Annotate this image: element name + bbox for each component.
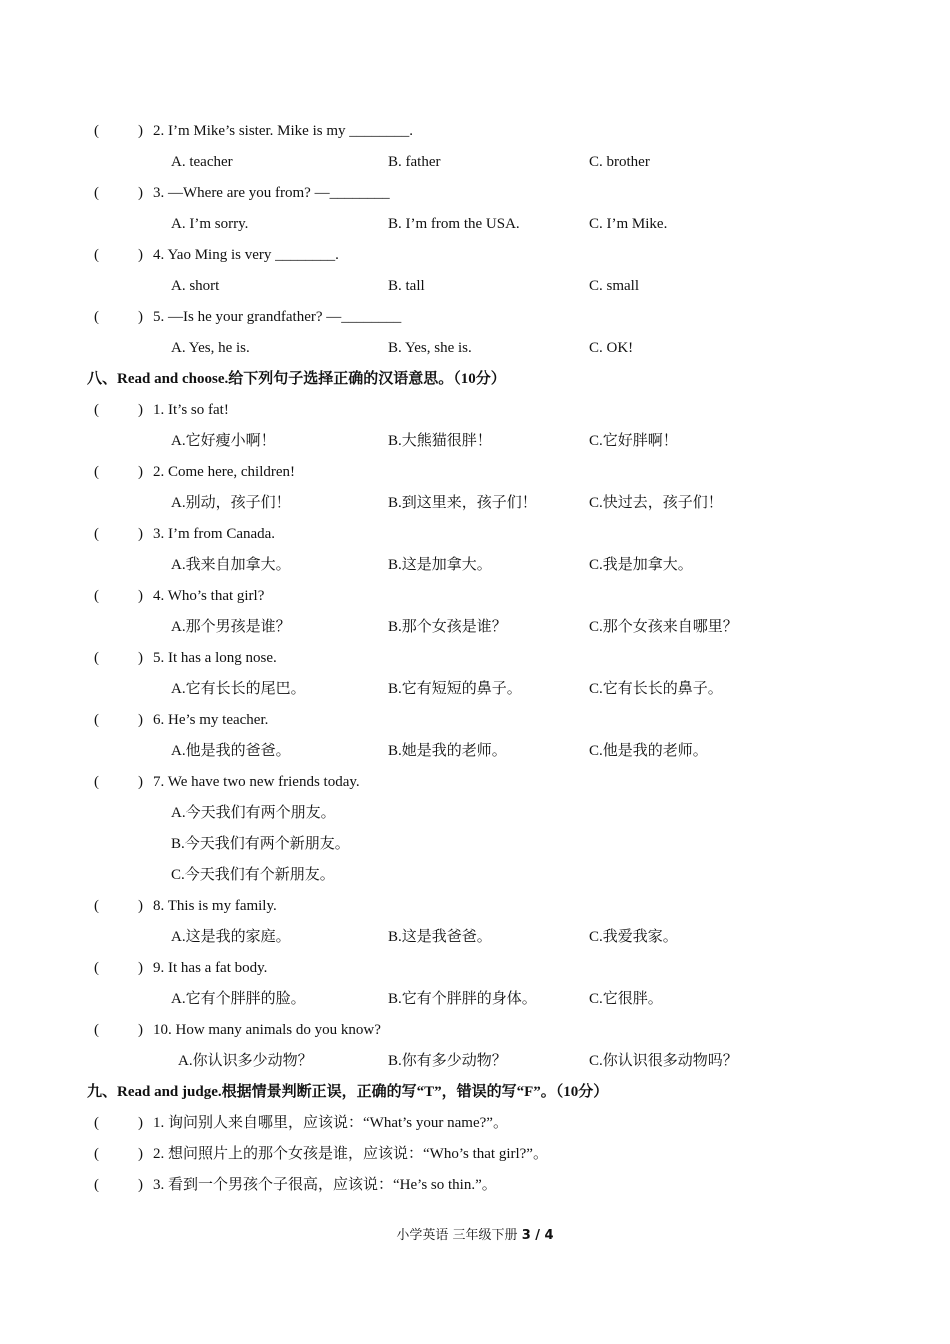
bracket-left: ( — [94, 526, 99, 542]
options-row — [0, 926, 900, 948]
option-a[interactable]: A.它好瘦小啊！ — [171, 433, 276, 449]
option-b[interactable]: B.它有短短的鼻子。 — [388, 681, 522, 697]
option-c[interactable]: C. OK! — [589, 340, 634, 356]
option-b[interactable]: B.她是我的老师。 — [388, 743, 507, 759]
option-b[interactable]: B. Yes, she is. — [388, 340, 472, 356]
question-text — [153, 585, 264, 607]
question-text — [153, 895, 277, 917]
option-a[interactable]: A.那个男孩是谁？ — [171, 619, 291, 635]
question-row — [0, 1019, 900, 1041]
question-row — [0, 461, 900, 483]
bracket-right: ) — [138, 1022, 143, 1038]
bracket-right: ) — [138, 1177, 143, 1193]
option-a[interactable]: A. teacher — [171, 154, 233, 170]
question-text — [153, 709, 268, 731]
option-b[interactable]: B.这是我爸爸。 — [388, 929, 492, 945]
bracket-right: ) — [138, 402, 143, 418]
question-text — [153, 461, 295, 483]
question-number: 5. — [153, 309, 165, 325]
question-prompt: Come here, children! — [168, 464, 296, 480]
option-c[interactable]: C.今天我们有个新朋友。 — [171, 867, 335, 883]
question-prompt: 询问别人来自哪里，应该说：“What’s your name?”。 — [168, 1115, 508, 1131]
option-a[interactable]: A. short — [171, 278, 220, 294]
option-b[interactable]: B.你有多少动物？ — [388, 1053, 507, 1069]
question-prompt: It has a long nose. — [168, 650, 277, 666]
options-row — [0, 492, 900, 514]
option-a[interactable]: A.他是我的爸爸。 — [171, 743, 291, 759]
options-row — [0, 554, 900, 576]
question-row — [0, 120, 900, 142]
bracket-right: ) — [138, 309, 143, 325]
bracket-right: ) — [138, 712, 143, 728]
question-number: 1. — [153, 402, 165, 418]
bracket-left: ( — [94, 1177, 99, 1193]
bracket-right: ) — [138, 526, 143, 542]
bracket-left: ( — [94, 898, 99, 914]
option-b[interactable]: B.大熊猫很胖！ — [388, 433, 492, 449]
options-row — [0, 678, 900, 700]
option-c[interactable]: C. small — [589, 278, 640, 294]
option-b[interactable]: B.今天我们有两个新朋友。 — [171, 836, 350, 852]
question-row — [0, 399, 900, 421]
question-text — [153, 647, 277, 669]
bracket-left: ( — [94, 960, 99, 976]
option-a[interactable]: A.我来自加拿大。 — [171, 557, 291, 573]
question-prompt: —Is he your grandfather? —________ — [168, 309, 402, 325]
question-row — [0, 771, 900, 793]
question-text — [153, 306, 401, 328]
option-a[interactable]: A.这是我的家庭。 — [171, 929, 291, 945]
question-text — [153, 1019, 381, 1041]
question-number: 2. — [153, 1146, 165, 1162]
question-prompt: —Where are you from? —________ — [168, 185, 390, 201]
question-text — [153, 399, 229, 421]
question-row — [0, 523, 900, 545]
question-row — [0, 1112, 900, 1134]
section-heading: 八、Read and choose.给下列句子选择正确的汉语意思。（10分） — [87, 371, 506, 387]
question-text — [153, 957, 267, 979]
question-row — [0, 244, 900, 266]
options-row — [0, 833, 900, 855]
option-c[interactable]: C. brother — [589, 154, 650, 170]
option-a[interactable]: A.它有长长的尾巴。 — [171, 681, 306, 697]
question-number: 5. — [153, 650, 165, 666]
bracket-right: ) — [138, 650, 143, 666]
question-text — [153, 771, 360, 793]
option-c[interactable]: C.快过去，孩子们！ — [589, 495, 723, 511]
bracket-left: ( — [94, 588, 99, 604]
question-prompt: Who’s that girl? — [167, 588, 265, 604]
question-prompt: I’m from Canada. — [168, 526, 276, 542]
option-c[interactable]: C.那个女孩来自哪里？ — [589, 619, 738, 635]
bracket-left: ( — [94, 1022, 99, 1038]
option-b[interactable]: B.这是加拿大。 — [388, 557, 492, 573]
question-prompt: I’m Mike’s sister. Mike is my ________. — [168, 123, 413, 139]
bracket-right: ) — [138, 774, 143, 790]
bracket-right: ) — [138, 464, 143, 480]
options-row — [0, 151, 900, 173]
option-a[interactable]: A.别动，孩子们！ — [171, 495, 291, 511]
options-row — [0, 213, 900, 235]
bracket-right: ) — [138, 123, 143, 139]
question-number: 3. — [153, 1177, 165, 1193]
bracket-left: ( — [94, 402, 99, 418]
question-number: 4. — [153, 588, 165, 604]
option-c[interactable]: C.你认识很多动物吗？ — [589, 1053, 738, 1069]
bracket-left: ( — [94, 1146, 99, 1162]
options-row — [0, 864, 900, 886]
question-number: 8. — [153, 898, 165, 914]
question-number: 2. — [153, 123, 165, 139]
options-row — [0, 275, 900, 297]
option-c[interactable]: C. I’m Mike. — [589, 216, 668, 232]
question-text — [153, 1174, 497, 1196]
bracket-left: ( — [94, 1115, 99, 1131]
bracket-left: ( — [94, 712, 99, 728]
question-text — [153, 523, 275, 545]
options-row — [0, 1050, 900, 1072]
options-row — [0, 740, 900, 762]
page-number: 3 / 4 — [521, 1228, 554, 1243]
options-row — [0, 802, 900, 824]
question-prompt: This is my family. — [167, 898, 277, 914]
options-row — [0, 988, 900, 1010]
option-a[interactable]: A. I’m sorry. — [171, 216, 249, 232]
option-b[interactable]: B.到这里来，孩子们！ — [388, 495, 537, 511]
option-b[interactable]: B. father — [388, 154, 441, 170]
option-c[interactable]: C.他是我的老师。 — [589, 743, 708, 759]
question-row — [0, 182, 900, 204]
question-prompt: He’s my teacher. — [168, 712, 269, 728]
bracket-right: ) — [138, 960, 143, 976]
bracket-right: ) — [138, 247, 143, 263]
bracket-right: ) — [138, 1146, 143, 1162]
question-row — [0, 306, 900, 328]
option-b[interactable]: B. I’m from the USA. — [388, 216, 520, 232]
page-footer — [0, 1224, 950, 1243]
question-prompt: It has a fat body. — [168, 960, 268, 976]
question-number: 3. — [153, 526, 165, 542]
option-a[interactable]: A.今天我们有两个朋友。 — [171, 805, 336, 821]
question-text — [153, 182, 390, 204]
question-text — [153, 244, 339, 266]
option-c[interactable]: C.它有长长的鼻子。 — [589, 681, 723, 697]
option-b[interactable]: B.那个女孩是谁？ — [388, 619, 507, 635]
option-c[interactable]: C.它很胖。 — [589, 991, 663, 1007]
options-row — [0, 430, 900, 452]
question-number: 4. — [153, 247, 165, 263]
bracket-left: ( — [94, 247, 99, 263]
bracket-left: ( — [94, 309, 99, 325]
question-text — [153, 1112, 508, 1134]
question-row — [0, 1174, 900, 1196]
question-row — [0, 585, 900, 607]
option-a[interactable]: A. Yes, he is. — [171, 340, 250, 356]
options-row — [0, 337, 900, 359]
bracket-left: ( — [94, 774, 99, 790]
question-text — [153, 120, 413, 142]
question-text — [153, 1143, 548, 1165]
option-a[interactable]: A.它有个胖胖的脸。 — [171, 991, 306, 1007]
bracket-left: ( — [94, 650, 99, 666]
question-number: 6. — [153, 712, 165, 728]
question-number: 2. — [153, 464, 165, 480]
options-row — [0, 616, 900, 638]
option-c[interactable]: C.我爱我家。 — [589, 929, 678, 945]
question-prompt: Yao Ming is very ________. — [167, 247, 339, 263]
option-c[interactable]: C.我是加拿大。 — [589, 557, 693, 573]
bracket-right: ) — [138, 185, 143, 201]
question-prompt: It’s so fat! — [168, 402, 229, 418]
option-c[interactable]: C.它好胖啊！ — [589, 433, 678, 449]
question-row — [0, 895, 900, 917]
question-prompt: We have two new friends today. — [167, 774, 360, 790]
question-row — [0, 647, 900, 669]
option-b[interactable]: B.它有个胖胖的身体。 — [388, 991, 537, 1007]
footer-subject: 小学英语 三年级下册 — [396, 1228, 522, 1243]
question-number: 9. — [153, 960, 165, 976]
option-b[interactable]: B. tall — [388, 278, 425, 294]
bracket-right: ) — [138, 1115, 143, 1131]
question-row — [0, 957, 900, 979]
question-prompt: How many animals do you know? — [175, 1022, 381, 1038]
question-prompt: 看到一个男孩个子很高，应该说：“He’s so thin.”。 — [168, 1177, 497, 1193]
bracket-left: ( — [94, 123, 99, 139]
question-number: 7. — [153, 774, 165, 790]
bracket-left: ( — [94, 185, 99, 201]
question-number: 10. — [153, 1022, 172, 1038]
question-number: 1. — [153, 1115, 165, 1131]
option-a[interactable]: A.你认识多少动物？ — [178, 1053, 313, 1069]
bracket-right: ) — [138, 588, 143, 604]
question-number: 3. — [153, 185, 165, 201]
question-row — [0, 1143, 900, 1165]
question-prompt: 想问照片上的那个女孩是谁，应该说：“Who’s that girl?”。 — [168, 1146, 548, 1162]
bracket-left: ( — [94, 464, 99, 480]
section-heading: 九、Read and judge.根据情景判断正误，正确的写“T”，错误的写“F”。（10分） — [87, 1084, 609, 1100]
question-row — [0, 709, 900, 731]
bracket-right: ) — [138, 898, 143, 914]
